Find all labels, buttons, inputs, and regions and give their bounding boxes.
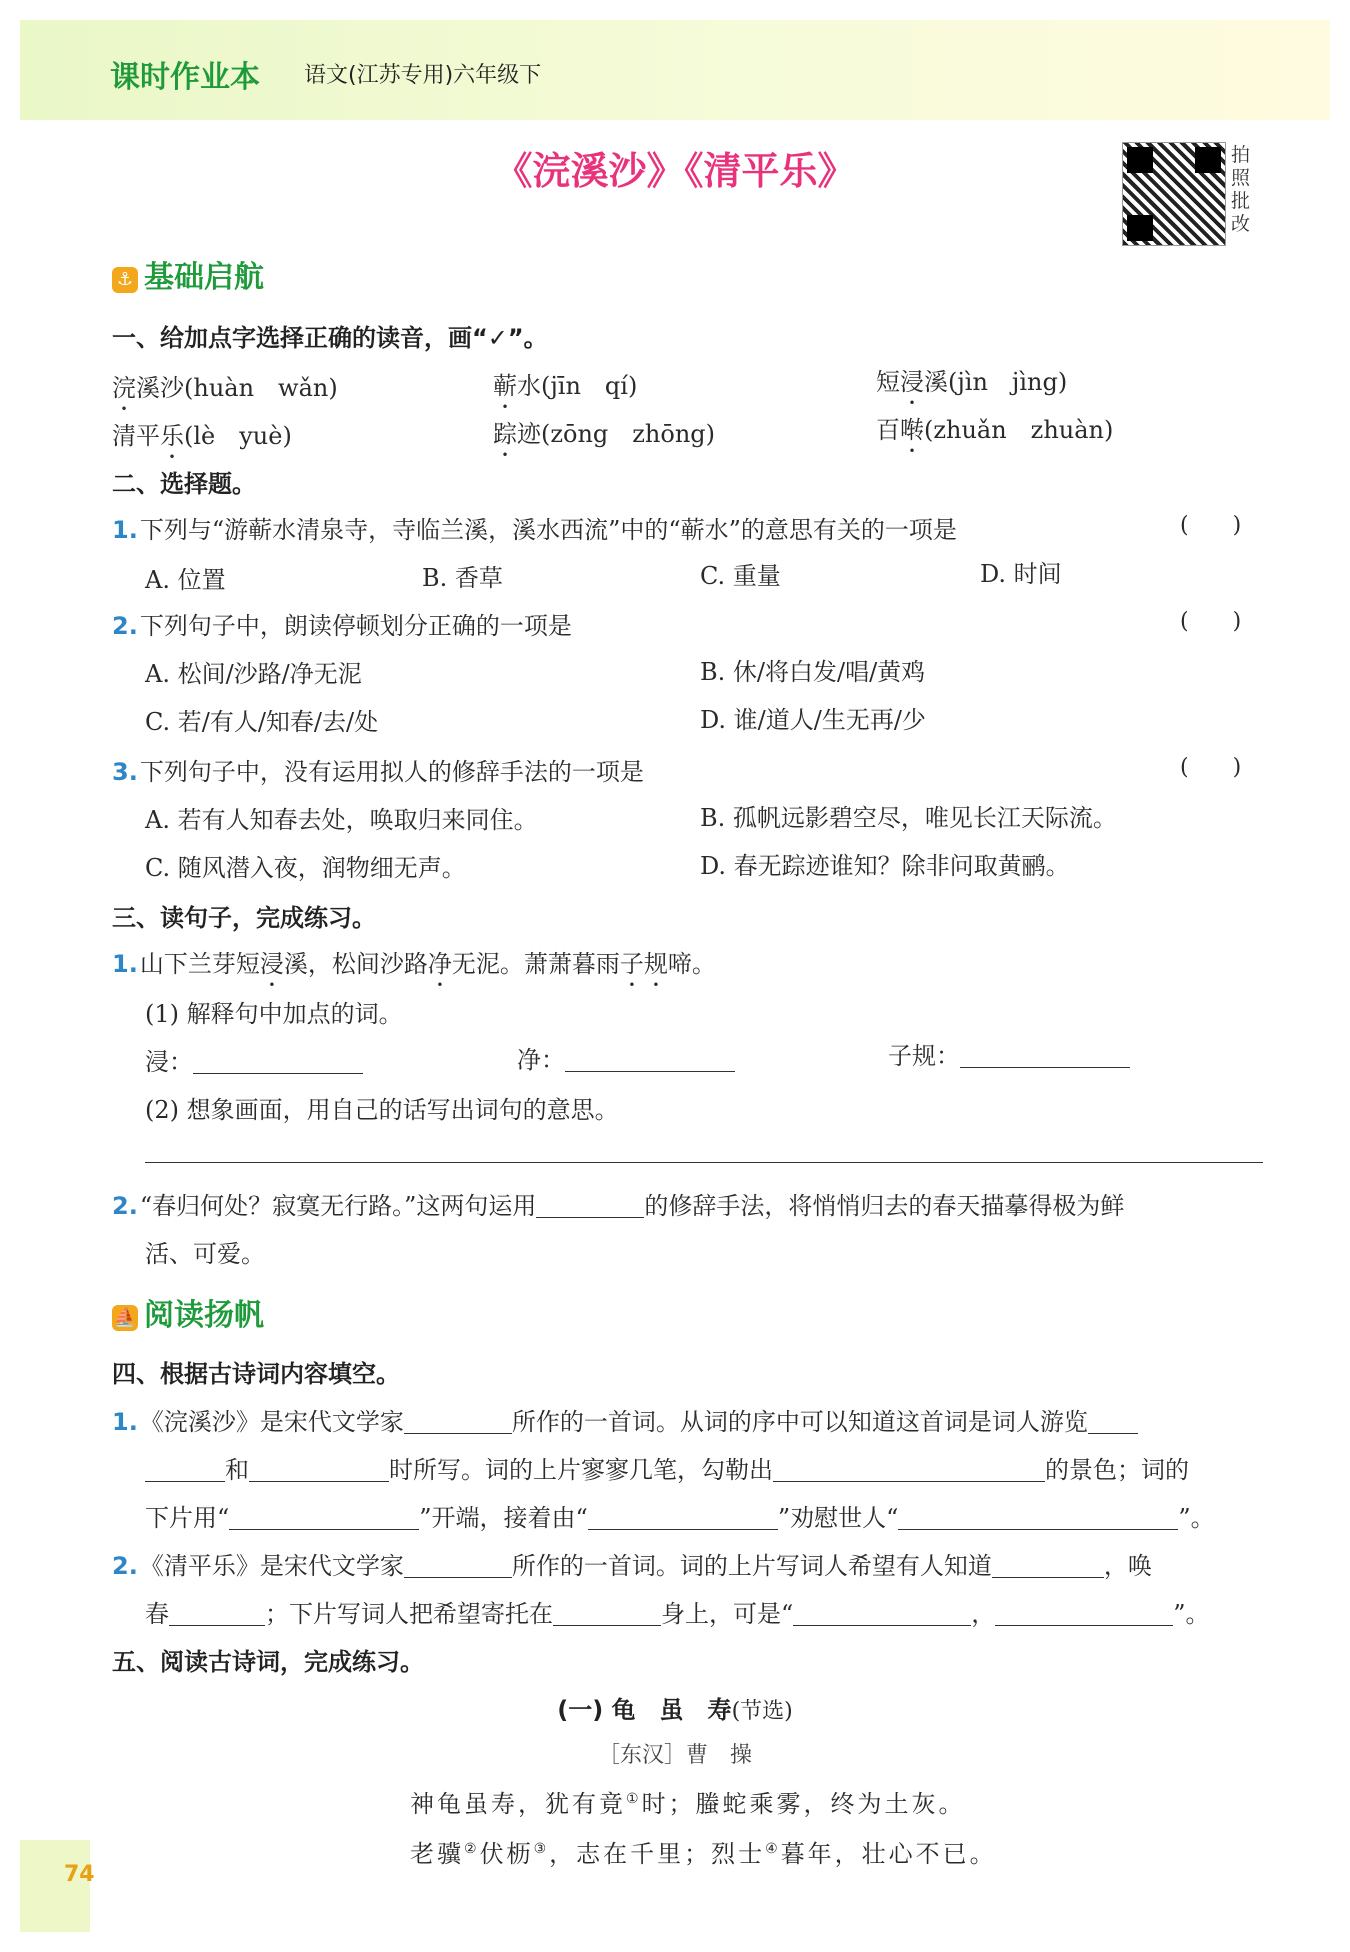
q1-heading: 一、给加点字选择正确的读音，画“✓”。 [112, 324, 548, 352]
poem-line: 老骥②伏枥③，志在千里；烈士④暮年，壮心不已。 [410, 1840, 997, 1868]
q4-item2-line1: 2.《清平乐》是宋代文学家 所作的一首词。词的上片写词人希望有人知道 ，唤 [112, 1552, 1152, 1580]
q4-item1-line1: 1.《浣溪沙》是宋代文学家 所作的一首词。从词的序中可以知道这首词是词人游览 [112, 1402, 1138, 1437]
option[interactable]: B. 休/将白发/唱/黄鸡 [700, 658, 926, 686]
q2-heading: 二、选择题。 [112, 470, 256, 498]
question-stem: 1.下列与“游蕲水清泉寺，寺临兰溪，溪水西流”中的“蕲水”的意思有关的一项是 [112, 516, 957, 544]
qr-code-icon[interactable] [1122, 142, 1226, 246]
q4-heading: 四、根据古诗词内容填空。 [112, 1360, 400, 1388]
option[interactable]: C. 若/有人/知春/去/处 [145, 708, 379, 736]
poem-title: (一) 龟 虽 寿(节选) [557, 1696, 793, 1724]
answer-blank[interactable] [773, 1457, 1045, 1482]
option[interactable]: A. 位置 [145, 566, 226, 594]
question-stem: 3.下列句子中，没有运用拟人的修辞手法的一项是 [112, 758, 644, 786]
define-jing: 净： [517, 1040, 735, 1075]
answer-blank[interactable] [193, 1049, 363, 1074]
q3-item2: 2.“春归何处？寂寞无行路。”这两句运用 的修辞手法，将悄悄归去的春天描摹得极为鲜 [112, 1192, 1125, 1220]
poem-author: ［东汉］曹 操 [597, 1743, 752, 1768]
answer-blank[interactable] [992, 1553, 1104, 1578]
q3-item2-cont: 活、可爱。 [145, 1240, 265, 1268]
q3-sub2: (2) 想象画面，用自己的话写出词句的意思。 [145, 1096, 619, 1124]
pinyin-item[interactable]: 百啭(zhuǎn zhuàn) [876, 416, 1114, 444]
question-stem: 2.下列句子中，朗读停顿划分正确的一项是 [112, 612, 572, 640]
answer-blank[interactable] [793, 1601, 971, 1626]
answer-blank[interactable] [404, 1409, 512, 1434]
option[interactable]: A. 若有人知春去处，唤取归来同住。 [145, 806, 538, 834]
answer-paren[interactable]: ( ) [1180, 755, 1242, 780]
poem-line: 神龟虽寿，犹有竟①时；螣蛇乘雾，终为土灰。 [410, 1790, 966, 1818]
option[interactable]: C. 重量 [700, 562, 781, 590]
pinyin-item[interactable]: 浣溪沙(huàn wǎn) [112, 374, 338, 402]
answer-blank[interactable] [536, 1193, 644, 1218]
answer-blank[interactable] [565, 1047, 735, 1072]
option[interactable]: B. 孤帆远影碧空尽，唯见长江天际流。 [700, 804, 1117, 832]
define-jin: 浸： [145, 1042, 363, 1077]
answer-line[interactable] [145, 1162, 1263, 1163]
q3-heading: 三、读句子，完成练习。 [112, 904, 376, 932]
answer-blank[interactable] [1088, 1409, 1138, 1434]
option[interactable]: A. 松间/沙路/净无泥 [145, 660, 362, 688]
option[interactable]: D. 谁/道人/生无再/少 [700, 706, 926, 734]
q3-sub1: (1) 解释句中加点的词。 [145, 1000, 403, 1028]
option[interactable]: B. 香草 [422, 564, 503, 592]
answer-blank[interactable] [898, 1505, 1178, 1530]
sail-icon: ⛵ [112, 1305, 138, 1331]
section-reading: ⛵ 阅读扬帆 [113, 1298, 264, 1333]
pinyin-item[interactable]: 清平乐(lè yuè) [112, 422, 292, 450]
q4-item1-line3: 下片用“ ”开端，接着由“ ”劝慰世人“ ”。 [145, 1504, 1215, 1532]
page-number: 74 [64, 1862, 95, 1887]
answer-blank[interactable] [588, 1505, 778, 1530]
q4-item2-line2: 春 ；下片写词人把希望寄托在 身上，可是“ ， ”。 [145, 1600, 1210, 1628]
answer-paren[interactable]: ( ) [1180, 513, 1242, 538]
answer-blank[interactable] [145, 1457, 225, 1482]
brand-title: 课时作业本 [110, 60, 260, 95]
section-basic: ⚓ 基础启航 [112, 252, 264, 296]
anchor-icon: ⚓ [112, 267, 138, 293]
q5-heading: 五、阅读古诗词，完成练习。 [112, 1648, 424, 1676]
answer-blank[interactable] [169, 1601, 265, 1626]
answer-blank[interactable] [249, 1457, 389, 1482]
pinyin-item[interactable]: 踪迹(zōng zhōng) [493, 420, 716, 448]
option[interactable]: D. 春无踪迹谁知？除非问取黄鹂。 [700, 852, 1070, 880]
option[interactable]: D. 时间 [980, 560, 1062, 588]
answer-paren[interactable]: ( ) [1180, 609, 1242, 634]
qr-label: 拍照批改 [1231, 144, 1251, 235]
answer-blank[interactable] [404, 1553, 512, 1578]
answer-blank[interactable] [995, 1601, 1173, 1626]
pinyin-item[interactable]: 短浸溪(jìn jìng) [876, 368, 1068, 396]
define-zigui: 子规： [888, 1036, 1130, 1071]
book-subtitle: 语文(江苏专用)六年级下 [304, 63, 542, 88]
page-title: 《浣溪沙》《清平乐》 [494, 149, 856, 193]
q3-sentence: 1.山下兰芽短浸溪，松间沙路净无泥。萧萧暮雨子规啼。 [112, 950, 716, 978]
answer-blank[interactable] [229, 1505, 419, 1530]
q4-item1-line2: 和 时所写。词的上片寥寥几笔，勾勒出 的景色；词的 [145, 1450, 1189, 1485]
answer-blank[interactable] [960, 1043, 1130, 1068]
answer-blank[interactable] [553, 1601, 661, 1626]
option[interactable]: C. 随风潜入夜，润物细无声。 [145, 854, 466, 882]
pinyin-item[interactable]: 蕲水(jīn qí) [493, 372, 638, 400]
